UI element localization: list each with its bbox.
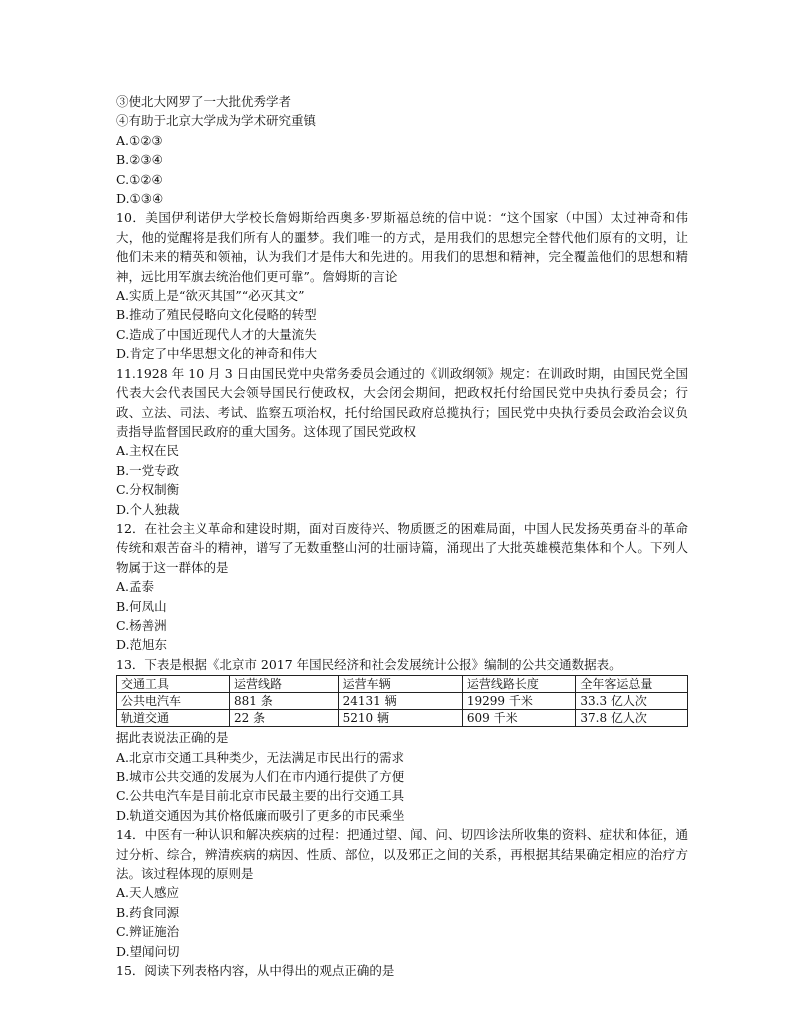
table-header-cell: 运营车辆 [338, 676, 462, 693]
exam-page [116, 92, 688, 980]
option-a: A.孟泰 [116, 579, 155, 595]
option-a: A.①②③ [116, 132, 163, 148]
option-d: D.个人独裁 [116, 501, 180, 517]
question-stem: 13．下表是根据《北京市 2017 年国民经济和社会发展统计公报》编制的公共交通数据表。 [116, 656, 622, 672]
option-b: B.何凤山 [116, 598, 167, 614]
option-d: D.肯定了中华思想文化的神奇和伟大 [116, 346, 318, 362]
table-cell: 24131 辆 [338, 693, 462, 710]
question-12 [116, 519, 688, 655]
option-c: C.分权制衡 [116, 482, 180, 498]
question-stem: 10．美国伊利诺伊大学校长詹姆斯给西奥多·罗斯福总统的信中说：“这个国家（中国）太过神奇和伟大，他的觉醒将是我们所有人的噩梦。我们唯一的方式，是用我们的思想完全替代他们原有的文明，让他们未来的精英和领袖，认为我们才是伟大和先进的。用我们的思想和精神，完全覆盖他们的思想和精神，远比用军旗去统治他们更可靠”。詹姆斯的言论 [116, 210, 688, 284]
question-13 [116, 655, 688, 825]
option-a: A.主权在民 [116, 443, 180, 459]
option-d: D.①③④ [116, 191, 164, 207]
transport-data-table [116, 675, 688, 727]
option-b: B.②③④ [116, 152, 163, 168]
option-c: C.辨证施治 [116, 924, 180, 940]
table-row [117, 710, 688, 727]
option-d: D.范旭东 [116, 637, 168, 653]
statement-4: ④有助于北京大学成为学术研究重镇 [116, 113, 317, 129]
question-prompt: 据此表说法正确的是 [116, 730, 229, 746]
table-cell: 19299 千米 [462, 693, 576, 710]
option-c: C.①②④ [116, 171, 163, 187]
table-cell: 5210 辆 [338, 710, 462, 727]
table-cell: 881 条 [230, 693, 339, 710]
option-c: C.造成了中国近现代人才的大量流失 [116, 326, 317, 342]
option-b: B.城市公共交通的发展为人们在市内通行提供了方便 [116, 769, 405, 784]
table-cell: 609 千米 [462, 710, 576, 727]
option-b: B.药食同源 [116, 904, 180, 920]
statement-3: ③使北大网罗了一大批优秀学者 [116, 94, 292, 109]
option-c: C.杨善洲 [116, 617, 167, 633]
table-row [117, 693, 688, 710]
table-cell: 公共电汽车 [117, 693, 230, 710]
option-a: A.天人感应 [116, 885, 180, 901]
question-stem: 12．在社会主义革命和建设时期，面对百废待兴、物质匮乏的困难局面，中国人民发扬英勇奋斗的革命传统和艰苦奋斗的精神，谱写了无数重整山河的壮丽诗篇，涌现出了大批英雄模范集体和个人。下列人物属于这一群体的是 [116, 520, 688, 575]
table-cell: 22 条 [230, 710, 339, 727]
table-cell: 33.3 亿人次 [576, 693, 688, 710]
option-c: C.公共电汽车是目前北京市民最主要的出行交通工具 [116, 788, 405, 804]
question-stem: 11.1928 年 10 月 3 日由国民党中央常务委员会通过的《训政纲领》规定：在训政时期，由国民党全国代表大会代表国民大会领导国民行使政权，大会闭会期间，把政权托付给国民党中央执行委员会；行政、立法、司法、考试、监察五项治权，托付给国民政府总揽执行；国民党中央执行委员会政治会议负责指导监督国民政府的重大国务。这体现了国民党政权 [116, 365, 688, 439]
question-10 [116, 208, 688, 363]
option-d: D.望闻问切 [116, 943, 180, 959]
table-header-cell: 全年客运总量 [576, 676, 688, 693]
question-stem: 15．阅读下列表格内容，从中得出的观点正确的是 [116, 963, 395, 979]
question-14 [116, 825, 688, 961]
question-11 [116, 364, 688, 519]
table-cell: 轨道交通 [117, 710, 230, 727]
option-a: A.实质上是“欲灭其国”“必灭其文” [116, 288, 305, 304]
option-d: D.轨道交通因为其价格低廉而吸引了更多的市民乘坐 [116, 807, 405, 823]
table-header-cell: 运营线路 [230, 676, 339, 693]
option-b: B.推动了殖民侵略向文化侵略的转型 [116, 307, 317, 323]
table-cell: 37.8 亿人次 [576, 710, 688, 727]
table-header-cell: 交通工具 [117, 676, 230, 693]
option-b: B.一党专政 [116, 462, 180, 478]
table-header-row [117, 676, 688, 693]
option-a: A.北京市交通工具种类少，无法满足市民出行的需求 [116, 749, 405, 765]
question-stem: 14．中医有一种认识和解决疾病的过程：把通过望、闻、问、切四诊法所收集的资料、症状和体征，通过分析、综合，辨清疾病的病因、性质、部位，以及邪正之间的关系，再根据其结果确定相应的治疗方法。该过程体现的原则是 [116, 827, 688, 882]
table-header-cell: 运营线路长度 [462, 676, 576, 693]
question-15 [116, 961, 688, 980]
